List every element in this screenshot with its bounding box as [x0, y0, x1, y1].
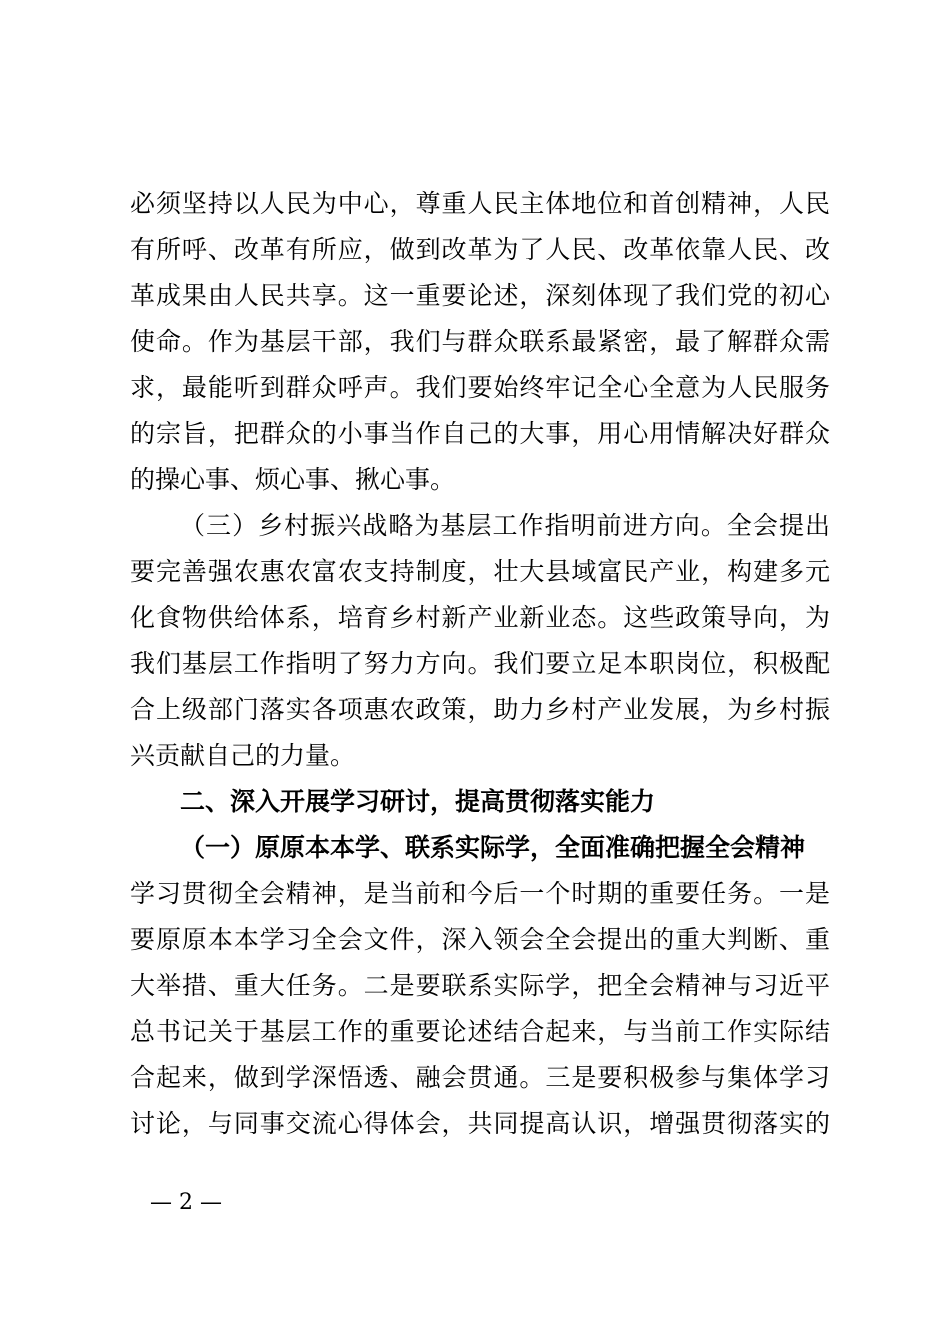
text-line: 兴贡献自己的力量。 [130, 741, 356, 770]
document-body [130, 181, 830, 1147]
text-line: 必须坚持以人民为中心，尊重人民主体地位和首创精神，人民 [130, 189, 830, 218]
text-line: 使命。作为基层干部，我们与群众联系最紧密，最了解群众需 [130, 327, 830, 356]
text-line: 学习贯彻全会精神，是当前和今后一个时期的重要任务。一是 [130, 879, 830, 908]
text-line: 要完善强农惠农富农支持制度，壮大县域富民产业，构建多元 [130, 557, 830, 586]
text-line: 的操心事、烦心事、揪心事。 [130, 465, 456, 494]
heading-line: 二、深入开展学习研讨，提高贯彻落实能力 [180, 787, 656, 816]
text-line: 要原原本本学习全会文件，深入领会全会提出的重大判断、重 [130, 925, 830, 954]
text-line: （三）乡村振兴战略为基层工作指明前进方向。全会提出 [180, 511, 830, 540]
paragraph-people-centered [130, 181, 830, 503]
text-line: 大举措、重大任务。二是要联系实际学，把全会精神与习近平 [130, 971, 830, 1000]
text-line: 合起来，做到学深悟透、融会贯通。三是要积极参与集体学习 [130, 1063, 830, 1092]
heading-line: （一）原原本本学、联系实际学，全面准确把握全会精神 [180, 833, 806, 862]
text-line: 有所呼、改革有所应，做到改革为了人民、改革依靠人民、改 [130, 235, 830, 264]
page-number: — 2 — [150, 1190, 222, 1215]
text-line: 合上级部门落实各项惠农政策，助力乡村产业发展，为乡村振 [130, 695, 830, 724]
paragraph-rural-revitalization [130, 503, 830, 779]
text-line: 的宗旨，把群众的小事当作自己的大事，用心用情解决好群众 [130, 419, 830, 448]
text-line: 革成果由人民共享。这一重要论述，深刻体现了我们党的初心 [130, 281, 830, 310]
text-line: 化食物供给体系，培育乡村新产业新业态。这些政策导向，为 [130, 603, 830, 632]
subsection-heading [130, 825, 830, 871]
section-heading [130, 779, 830, 825]
text-line: 求，最能听到群众呼声。我们要始终牢记全心全意为人民服务 [130, 373, 830, 402]
text-line: 讨论，与同事交流心得体会，共同提高认识，增强贯彻落实的 [130, 1109, 830, 1138]
text-line: 总书记关于基层工作的重要论述结合起来，与当前工作实际结 [130, 1017, 830, 1046]
text-line: 我们基层工作指明了努力方向。我们要立足本职岗位，积极配 [130, 649, 830, 678]
paragraph-study-plenary [130, 871, 830, 1147]
